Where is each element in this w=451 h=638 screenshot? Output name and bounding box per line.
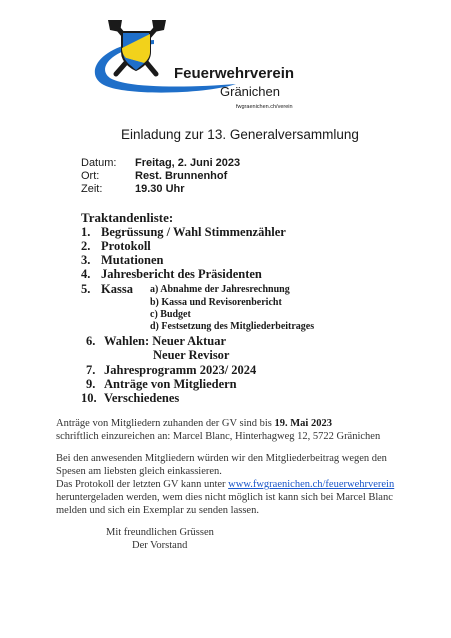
feuerwehrverein-logo — [86, 18, 316, 114]
protocol-paragraph-line — [56, 479, 394, 490]
deadline-date: 19. Mai 2023 — [274, 418, 332, 429]
fee-paragraph-line: Bei den anwesenden Mitgliedern würden wir den Mitgliederbeitrag wegen den — [56, 453, 387, 464]
protocol-paragraph-line: melden und sich ein Exemplar zu senden lassen. — [56, 505, 259, 516]
kassa-sub-item: c) Budget — [150, 309, 191, 320]
agenda-number: 5. — [81, 282, 91, 296]
protocol-link[interactable]: www.fwgraenichen.ch/feuerwehrverein — [228, 479, 395, 490]
agenda-item: Mutationen — [101, 253, 164, 267]
agenda-number: 2. — [81, 239, 91, 253]
agenda-item: Jahresprogramm 2023/ 2024 — [104, 363, 257, 377]
org-name: Feuerwehrverein — [174, 65, 295, 82]
place-label: Ort: — [81, 170, 100, 182]
kassa-sub-item: d) Festsetzung des Mitgliederbeitrages — [150, 321, 315, 332]
agenda-item: Wahlen: Neuer Aktuar — [104, 334, 226, 348]
date-value: Freitag, 2. Juni 2023 — [135, 157, 241, 169]
agenda-heading: Traktandenliste: — [81, 210, 174, 225]
date-label: Datum: — [81, 157, 117, 169]
agenda-number: 10. — [81, 391, 97, 405]
closing-greeting: Mit freundlichen Grüssen — [106, 527, 214, 538]
agenda-number: 9. — [86, 377, 96, 391]
org-url: fwgraenichen.ch/verein — [236, 104, 293, 110]
deadline-address: schriftlich einzureichen an: Marcel Blanc, Hinterhagweg 12, 5722 Gränichen — [56, 431, 381, 442]
agenda-number: 1. — [81, 225, 91, 239]
agenda-item: Verschiedenes — [104, 391, 180, 405]
agenda-item: Begrüssung / Wahl Stimmenzähler — [101, 225, 286, 239]
agenda-item: Protokoll — [101, 239, 151, 253]
page-title: Einladung zur 13. Generalversammlung — [121, 127, 359, 142]
agenda-item: Kassa — [101, 282, 133, 296]
kassa-sub-item: b) Kassa und Revisorenbericht — [150, 297, 282, 308]
agenda-number: 7. — [86, 363, 96, 377]
protocol-paragraph-line: heruntergeladen werden, wem dies nicht möglich ist kann sich bei Marcel Blanc — [56, 492, 393, 503]
agenda-item: Jahresbericht des Präsidenten — [101, 267, 262, 281]
deadline-paragraph — [56, 418, 332, 429]
time-label: Zeit: — [81, 183, 103, 195]
kassa-sub-item: a) Abnahme der Jahresrechnung — [150, 284, 290, 295]
closing-signature: Der Vorstand — [132, 540, 188, 551]
org-place: Gränichen — [220, 84, 280, 99]
protocol-text: Das Protokoll der letzten GV kann unter — [56, 479, 229, 490]
agenda-item: Neuer Revisor — [153, 348, 230, 362]
fee-paragraph-line: Spesen am liebsten gleich einkassieren. — [56, 466, 222, 477]
place-value: Rest. Brunnenhof — [135, 170, 228, 182]
deadline-text: Anträge von Mitgliedern zuhanden der GV sind bis — [56, 418, 275, 429]
agenda-number: 6. — [86, 334, 96, 348]
agenda-item: Anträge von Mitgliedern — [104, 377, 237, 391]
agenda-number: 3. — [81, 253, 91, 267]
time-value: 19.30 Uhr — [135, 183, 185, 195]
agenda-number: 4. — [81, 267, 91, 281]
